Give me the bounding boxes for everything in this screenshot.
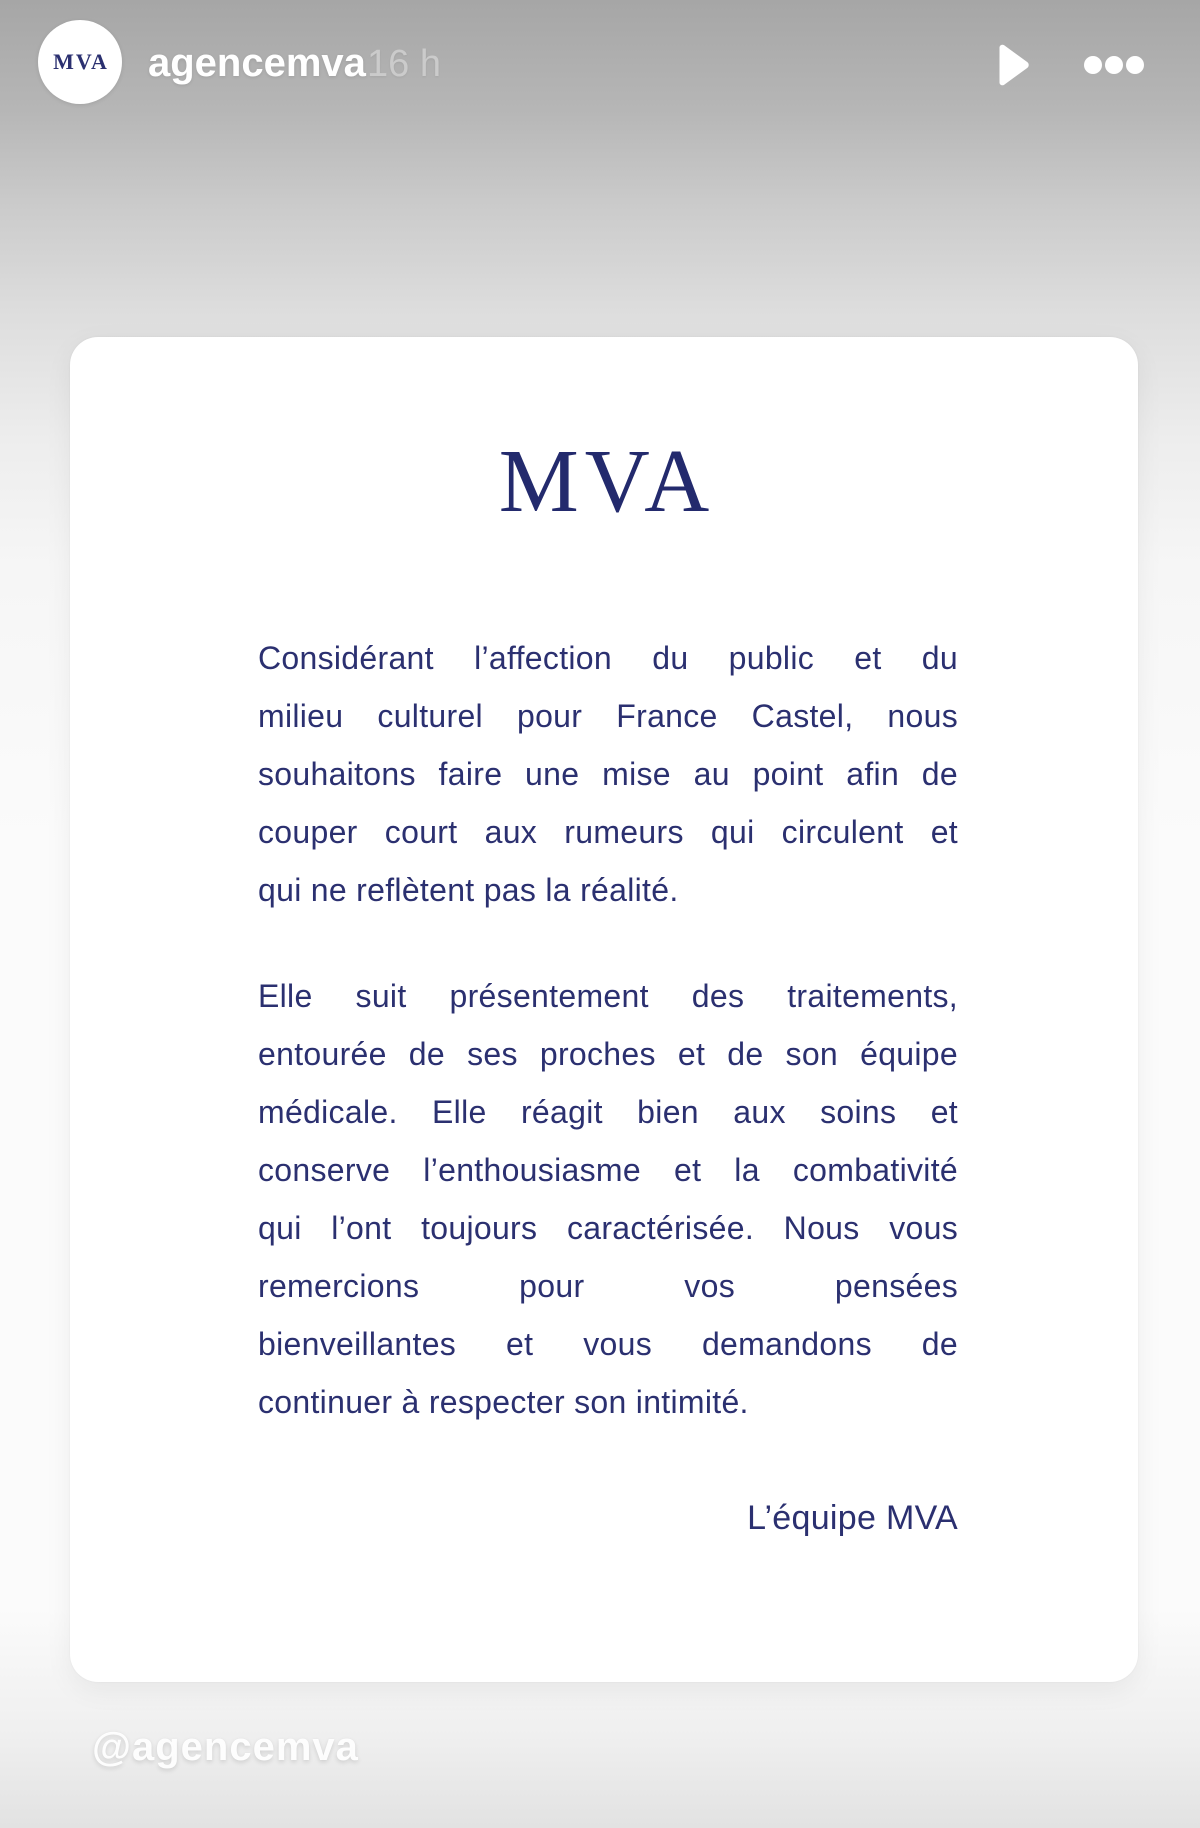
avatar-logo-text: MVA [53,49,109,74]
statement-line: couper court aux rumeurs qui circulent et [258,814,958,850]
more-options-button[interactable] [1084,55,1144,75]
statement-line: continuer à respecter son intimité. [258,1384,749,1420]
timestamp: 16 h [367,43,441,85]
statement-line: conserve l’enthousiasme et la combativité [258,1152,958,1188]
statement-line: qui ne reflètent pas la réalité. [258,872,679,908]
statement-card [70,337,1138,1682]
username[interactable]: agencemva [148,41,366,85]
avatar[interactable] [38,20,122,104]
statement-line: Considérant l’affection du public et du [258,640,958,676]
statement-line: Elle suit présentement des traitements, [258,978,958,1014]
statement-line: milieu culturel pour France Castel, nous [258,698,958,734]
signature: L’équipe MVA [747,1499,958,1537]
statement-text [258,629,958,1547]
statement-line: médicale. Elle réagit bien aux soins et [258,1094,958,1130]
statement-paragraph-2 [258,967,958,1431]
play-button[interactable] [992,41,1032,89]
card-title: MVA [498,432,716,531]
more-options-icon [1084,56,1144,74]
statement-line: qui l’ont toujours caractérisée. Nous vous [258,1210,958,1246]
story-header [0,0,1200,130]
play-icon [992,41,1032,89]
statement-line: remercions pour vos pensées [258,1268,958,1304]
statement-line: entourée de ses proches et de son équipe [258,1036,958,1072]
statement-line: bienveillantes et vous demandons de [258,1326,958,1362]
mention-sticker[interactable]: @agencemva [92,1725,359,1769]
statement-paragraph-1 [258,629,958,919]
statement-line: souhaitons faire une mise au point afin de [258,756,958,792]
